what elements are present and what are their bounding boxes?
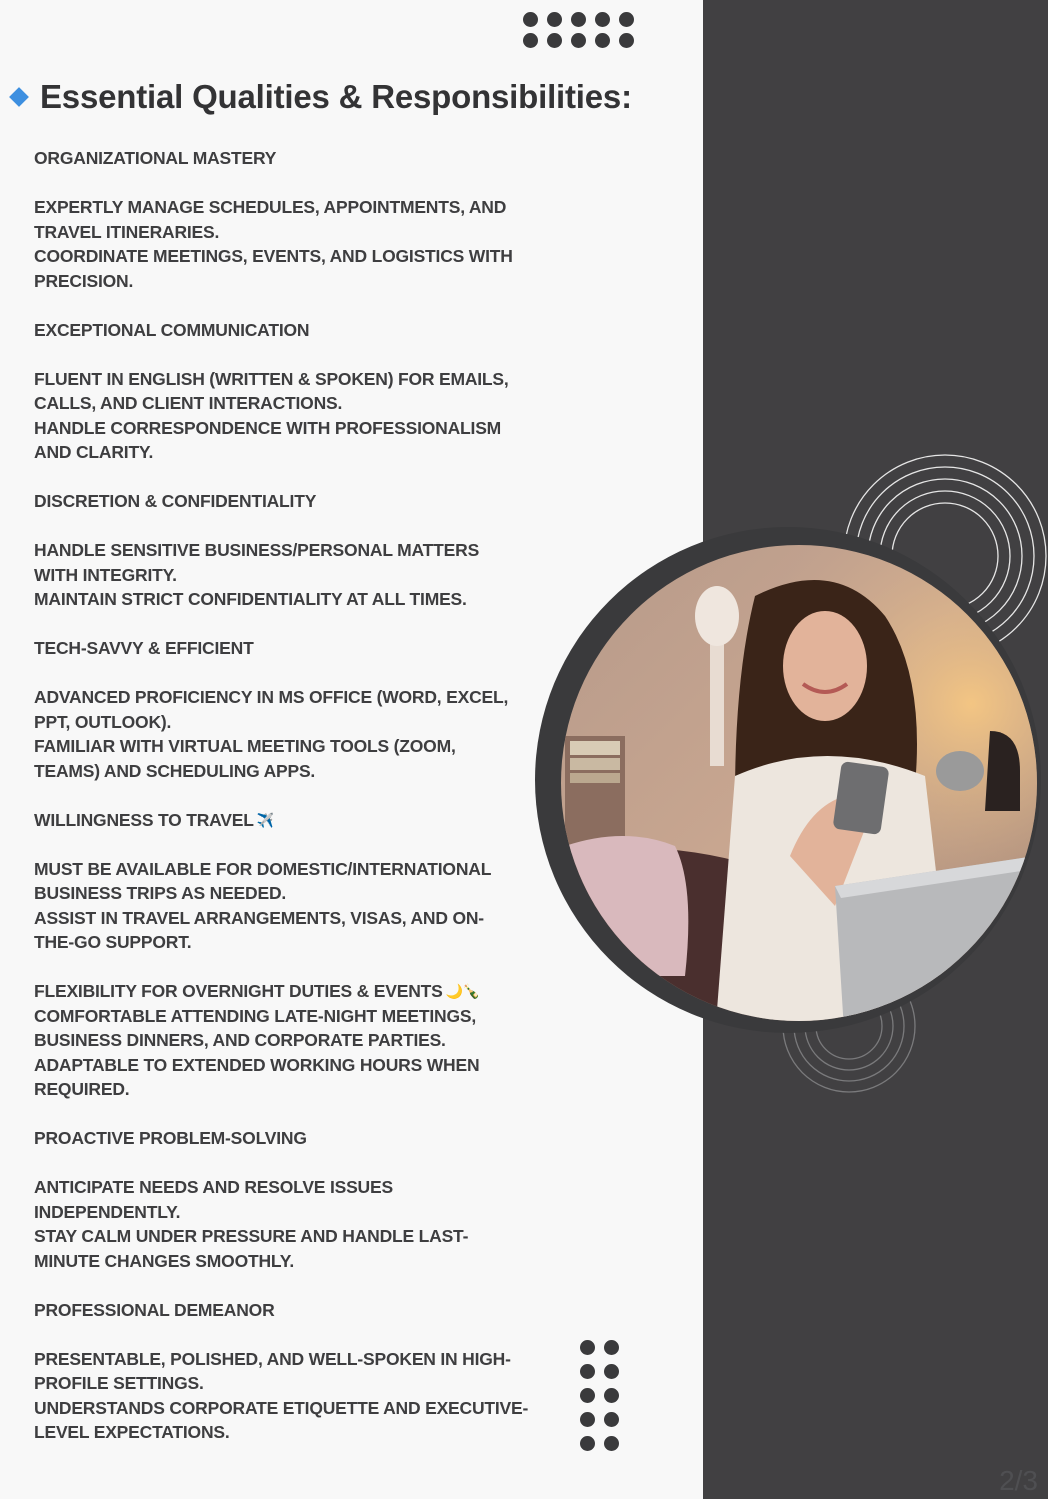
section-title-text: FLEXIBILITY FOR OVERNIGHT DUTIES & EVENTS — [34, 981, 443, 1001]
section-line: ASSIST IN TRAVEL ARRANGEMENTS, VISAS, AND ON- — [34, 907, 484, 928]
dot — [580, 1388, 595, 1403]
section-line: ADVANCED PROFICIENCY IN MS OFFICE (WORD, EXCEL, — [34, 687, 509, 707]
section-line: HANDLE CORRESPONDENCE WITH PROFESSIONALISM — [34, 417, 502, 438]
section-title — [34, 1126, 564, 1151]
section-title-text: DISCRETION & CONFIDENTIALITY — [34, 491, 317, 511]
decorative-dots-top — [523, 12, 634, 48]
spacer — [34, 293, 564, 318]
section-title-text: PROFESSIONAL DEMEANOR — [34, 1299, 275, 1320]
dot — [580, 1412, 595, 1427]
qualities-list — [34, 146, 564, 1445]
section-title — [34, 808, 564, 833]
dot — [604, 1436, 619, 1451]
dot — [604, 1340, 619, 1355]
section-line: UNDERSTANDS CORPORATE ETIQUETTE AND EXECUTIVE- — [34, 1397, 529, 1418]
dot — [604, 1388, 619, 1403]
spacer — [34, 465, 564, 490]
dot — [580, 1436, 595, 1451]
dot — [523, 12, 538, 27]
section-title-text: EXCEPTIONAL COMMUNICATION — [34, 319, 310, 340]
section-emoji-icon: 🌙🍾 — [445, 983, 481, 999]
section-line: BUSINESS DINNERS, AND CORPORATE PARTIES. — [34, 1030, 446, 1050]
spacer — [34, 171, 564, 196]
section-line: EXPERTLY MANAGE SCHEDULES, APPOINTMENTS, AND — [34, 197, 507, 217]
section-line: FLUENT IN ENGLISH (WRITTEN & SPOKEN) FOR EMAILS, — [34, 368, 509, 389]
section-line: BUSINESS TRIPS AS NEEDED. — [34, 883, 287, 903]
section-line: AND CLARITY. — [34, 442, 154, 462]
dot — [604, 1412, 619, 1427]
section-line: COORDINATE MEETINGS, EVENTS, AND LOGISTICS WITH — [34, 246, 513, 266]
section-line: FAMILIAR WITH VIRTUAL MEETING TOOLS (ZOOM, — [34, 736, 456, 756]
spacer — [34, 783, 564, 808]
section-line: PRESENTABLE, POLISHED, AND WELL-SPOKEN IN HIGH- — [34, 1348, 511, 1369]
spacer — [34, 1273, 564, 1298]
spacer — [34, 955, 564, 980]
heading-title: Essential Qualities & Responsibilities: — [40, 78, 632, 115]
spacer — [34, 1322, 564, 1347]
spacer — [34, 612, 564, 637]
dot — [604, 1364, 619, 1379]
section-line: MINUTE CHANGES SMOOTHLY. — [34, 1250, 294, 1271]
section-line: TRAVEL ITINERARIES. — [34, 221, 220, 242]
section-line: STAY CALM UNDER PRESSURE AND HANDLE LAST- — [34, 1226, 469, 1246]
spacer — [34, 1102, 564, 1127]
section-title — [34, 146, 564, 171]
dot — [619, 33, 634, 48]
section-line: ADAPTABLE TO EXTENDED WORKING HOURS WHEN — [34, 1054, 480, 1075]
dot — [523, 33, 538, 48]
section-title — [34, 318, 564, 343]
dot — [547, 12, 562, 27]
woman-with-phone-photo — [535, 526, 1048, 1034]
dot — [619, 12, 634, 27]
section-line: HANDLE SENSITIVE BUSINESS/PERSONAL MATTERS — [34, 540, 480, 560]
section-line: PRECISION. — [34, 270, 134, 291]
page-number: 2/3 — [999, 1465, 1038, 1496]
dot — [580, 1364, 595, 1379]
section-emoji-icon: ✈️ — [256, 811, 274, 828]
dot — [595, 33, 610, 48]
section-title-text: ORGANIZATIONAL MASTERY — [34, 148, 277, 168]
section-title — [34, 979, 564, 1004]
section-line: MUST BE AVAILABLE FOR DOMESTIC/INTERNATIONAL — [34, 858, 492, 879]
section-line: LEVEL EXPECTATIONS. — [34, 1422, 230, 1442]
spacer — [34, 514, 564, 539]
section-line: COMFORTABLE ATTENDING LATE-NIGHT MEETINGS, — [34, 1005, 477, 1026]
section-heading — [8, 78, 698, 116]
profile-photo-frame — [535, 526, 1048, 1034]
section-title-text: PROACTIVE PROBLEM-SOLVING — [34, 1128, 307, 1148]
section-title — [34, 636, 564, 661]
section-title — [34, 1298, 564, 1323]
section-title-text: TECH-SAVVY & EFFICIENT — [34, 638, 254, 658]
spacer — [34, 832, 564, 857]
section-line: TEAMS) AND SCHEDULING APPS. — [34, 760, 316, 781]
section-line: PPT, OUTLOOK). — [34, 711, 172, 732]
section-line: MAINTAIN STRICT CONFIDENTIALITY AT ALL TIMES. — [34, 589, 467, 609]
section-line: PROFILE SETTINGS. — [34, 1373, 204, 1393]
section-title — [34, 489, 564, 514]
section-line: ANTICIPATE NEEDS AND RESOLVE ISSUES — [34, 1177, 393, 1197]
section-line: CALLS, AND CLIENT INTERACTIONS. — [34, 393, 343, 413]
section-title-text: WILLINGNESS TO TRAVEL — [34, 809, 254, 830]
spacer — [34, 342, 564, 367]
dot — [580, 1340, 595, 1355]
spacer — [34, 661, 564, 686]
dot — [547, 33, 562, 48]
dot — [571, 33, 586, 48]
decorative-dots-bottom — [580, 1340, 619, 1451]
section-line: THE-GO SUPPORT. — [34, 932, 192, 952]
section-line: WITH INTEGRITY. — [34, 564, 177, 585]
section-line: INDEPENDENTLY. — [34, 1201, 181, 1222]
dot — [595, 12, 610, 27]
section-line: REQUIRED. — [34, 1079, 130, 1099]
spacer — [34, 1151, 564, 1176]
diamond-bullet-icon — [9, 87, 29, 107]
dot — [571, 12, 586, 27]
